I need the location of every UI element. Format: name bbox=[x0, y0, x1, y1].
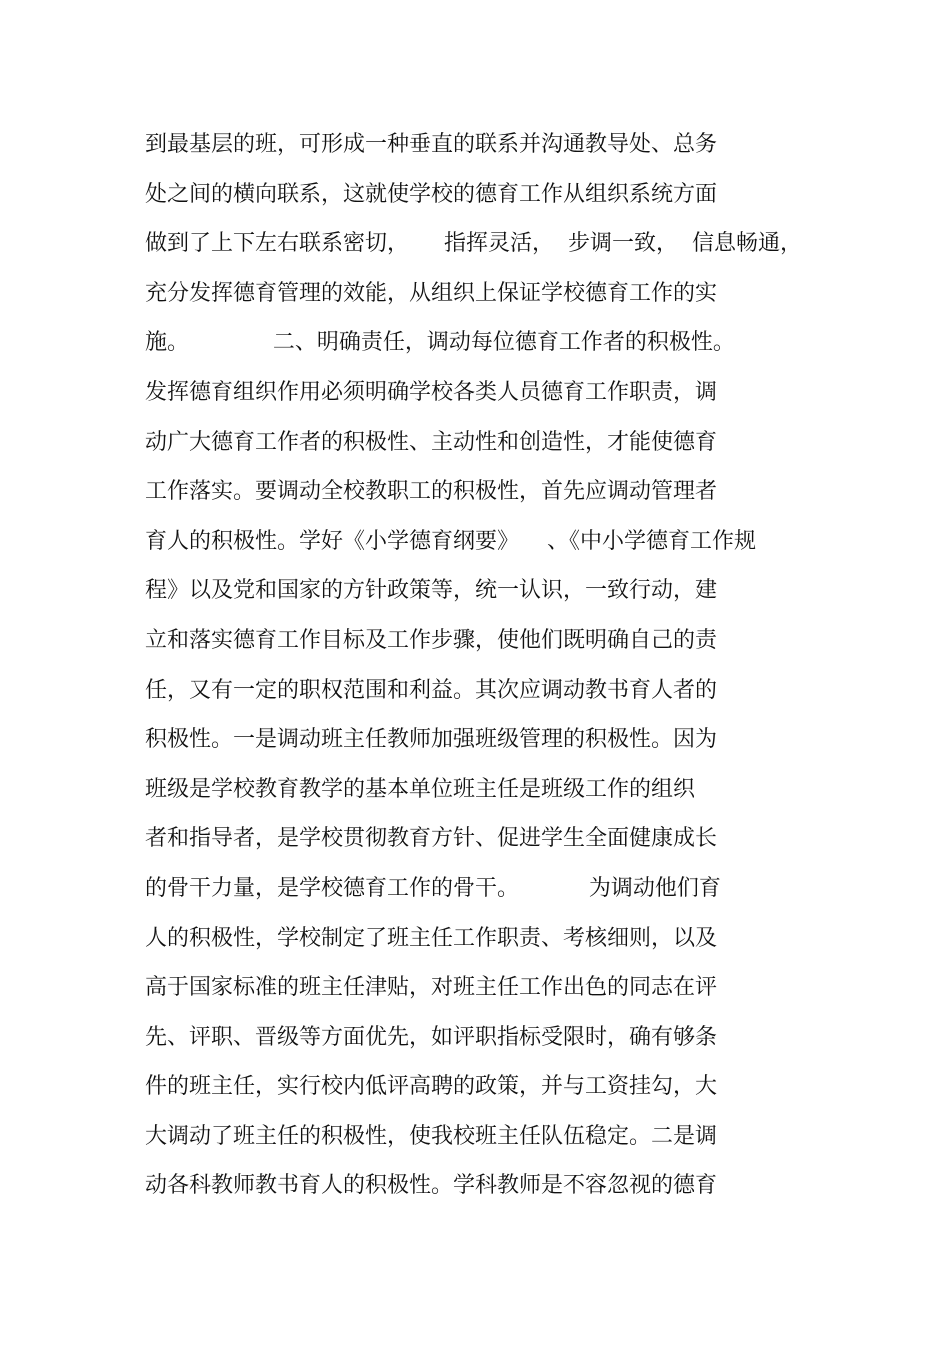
text-line: 施。 二、明确责任，调动每位德育工作者的积极性。 bbox=[145, 330, 735, 356]
text-line: 工作落实。要调动全校教职工的积极性，首先应调动管理者 bbox=[145, 479, 718, 505]
body-text bbox=[145, 120, 805, 1211]
text-line: 者和指导者，是学校贯彻教育方针、促进学生全面健康成长 bbox=[145, 826, 718, 852]
text-line: 动广大德育工作者的积极性、主动性和创造性，才能使德育 bbox=[145, 429, 718, 455]
text-line: 件的班主任，实行校内低评高聘的政策，并与工资挂勾，大 bbox=[145, 1074, 718, 1100]
text-line: 班级是学校教育教学的基本单位班主任是班级工作的组织 bbox=[145, 776, 696, 802]
text-line: 发挥德育组织作用必须明确学校各类人员德育工作职责，调 bbox=[145, 379, 718, 405]
text-line: 立和落实德育工作目标及工作步骤，使他们既明确自己的责 bbox=[145, 627, 718, 653]
text-line: 的骨干力量，是学校德育工作的骨干。 为调动他们育 bbox=[145, 875, 721, 901]
text-line: 任，又有一定的职权范围和利益。其次应调动教书育人者的 bbox=[145, 677, 718, 703]
text-line: 充分发挥德育管理的效能，从组织上保证学校德育工作的实 bbox=[145, 280, 718, 306]
text-line: 育人的积极性。学好《小学德育纲要》 、《中小学德育工作规 bbox=[145, 528, 756, 554]
text-line: 积极性。一是调动班主任教师加强班级管理的积极性。因为 bbox=[145, 727, 718, 753]
text-line: 动各科教师教书育人的积极性。学科教师是不容忽视的德育 bbox=[145, 1173, 718, 1199]
text-line: 先、评职、晋级等方面优先，如评职指标受限时，确有够条 bbox=[145, 1024, 718, 1050]
text-line: 做到了上下左右联系密切， 指挥灵活， 步调一致， 信息畅通， bbox=[145, 231, 802, 257]
text-line: 处之间的横向联系，这就使学校的德育工作从组织系统方面 bbox=[145, 181, 718, 207]
text-line: 人的积极性，学校制定了班主任工作职责、考核细则，以及 bbox=[145, 925, 718, 951]
text-line: 大调动了班主任的积极性，使我校班主任队伍稳定。二是调 bbox=[145, 1123, 718, 1149]
text-line: 到最基层的班，可形成一种垂直的联系并沟通教导处、总务 bbox=[145, 132, 718, 157]
text-line: 高于国家标准的班主任津贴，对班主任工作出色的同志在评 bbox=[145, 975, 718, 1001]
text-line: 程》以及党和国家的方针政策等，统一认识，一致行动，建 bbox=[145, 578, 718, 604]
